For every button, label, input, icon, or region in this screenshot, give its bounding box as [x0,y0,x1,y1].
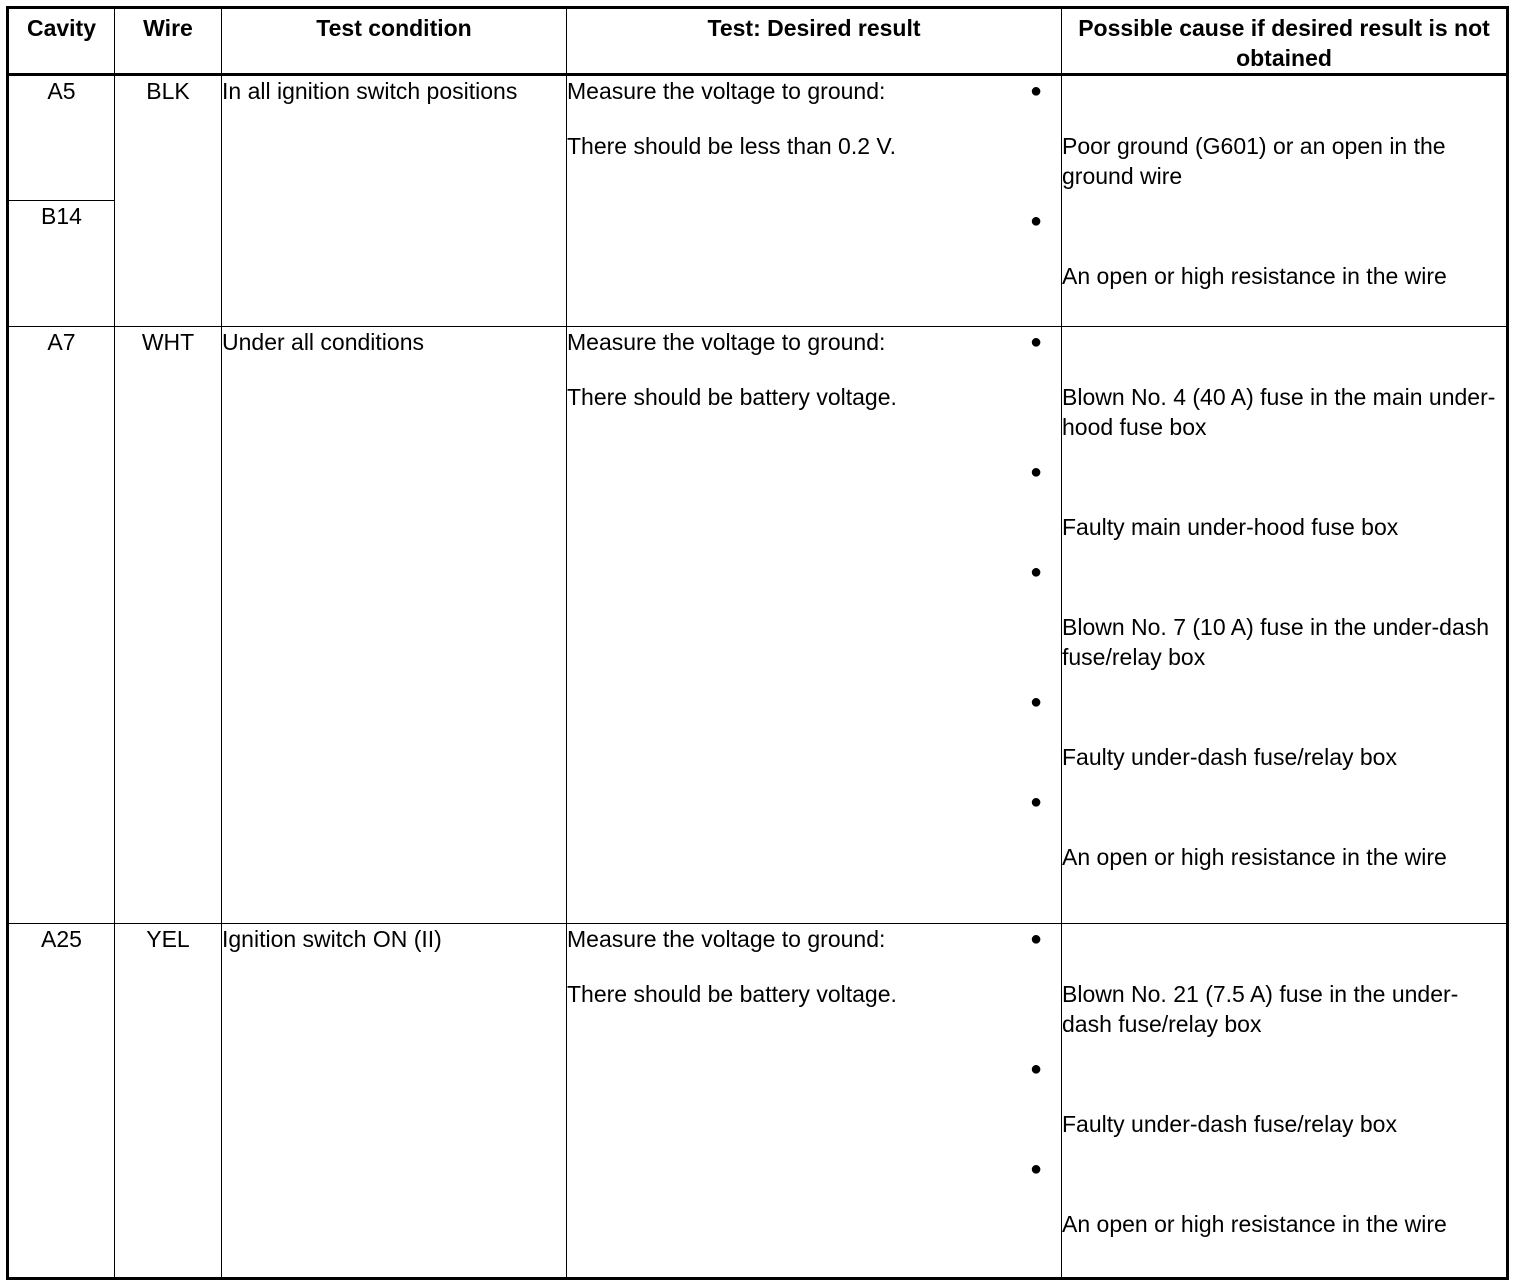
table-row [8,75,1508,201]
cause-item [1030,1054,1506,1139]
table-row [8,327,1508,924]
header-cavity: Cavity [8,8,115,75]
cause-item [1030,687,1506,772]
cause-item [1030,787,1506,872]
cavity-cell: A25 [8,924,115,1279]
possible-cause-cell [1030,327,1508,924]
header-row [8,8,1508,75]
cavity-cell: A7 [8,327,115,924]
cause-text: An open or high resistance in the wire [1062,263,1447,289]
cause-item [1030,76,1506,191]
cause-text: An open or high resistance in the wire [1062,844,1447,870]
result-expected: There should be battery voltage. [567,981,897,1007]
cause-item [1030,1154,1506,1239]
test-condition-cell: In all ignition switch positions [222,75,567,327]
bullet-icon: ● [1030,561,1043,583]
bullet-icon: ● [1030,80,1043,102]
cavity-cell: A5 [8,75,115,201]
cause-text: Faulty main under-hood fuse box [1062,514,1399,540]
test-condition-cell: Under all conditions [222,327,567,924]
bullet-icon: ● [1030,791,1043,813]
possible-cause-cell [1030,924,1508,1279]
wire-cell: WHT [115,327,222,924]
bullet-icon: ● [1030,1158,1043,1180]
header-desired-result: Test: Desired result [567,8,1062,75]
possible-cause-cell [1030,75,1508,327]
cause-text: Faulty under-dash fuse/relay box [1062,1111,1397,1137]
bullet-icon: ● [1030,210,1043,232]
result-instruction: Measure the voltage to ground: [567,78,886,104]
diagnostic-table [6,6,1509,1280]
result-expected: There should be less than 0.2 V. [567,133,897,159]
header-possible-cause: Possible cause if desired result is not obtained [1062,8,1508,75]
cause-item [1030,206,1506,291]
desired-result-cell [567,924,1062,1279]
cause-item [1030,557,1506,672]
cause-item [1030,327,1506,442]
header-test-condition: Test condition [222,8,567,75]
desired-result-cell [567,75,1062,327]
cause-text: Blown No. 7 (10 A) fuse in the under-dash fuse/relay box [1062,614,1490,670]
result-instruction: Measure the voltage to ground: [567,329,886,355]
cause-text: Blown No. 21 (7.5 A) fuse in the under- dash fuse/relay box [1062,981,1459,1037]
cause-text: An open or high resistance in the wire [1062,1211,1447,1237]
cause-item [1030,924,1506,1039]
test-condition-cell: Ignition switch ON (II) [222,924,567,1279]
desired-result-cell [567,327,1062,924]
wire-cell: YEL [115,924,222,1279]
cause-item [1030,457,1506,542]
table-row [8,924,1508,1279]
wire-cell: BLK [115,75,222,327]
header-wire: Wire [115,8,222,75]
cause-text: Poor ground (G601) or an open in the ground wire [1062,133,1446,189]
cavity-cell: B14 [8,201,115,327]
cause-text: Faulty under-dash fuse/relay box [1062,744,1397,770]
cause-text: Blown No. 4 (40 A) fuse in the main under-hood fuse box [1062,384,1496,440]
bullet-icon: ● [1030,1058,1043,1080]
result-expected: There should be battery voltage. [567,384,897,410]
bullet-icon: ● [1030,331,1043,353]
bullet-icon: ● [1030,928,1043,950]
bullet-icon: ● [1030,691,1043,713]
result-instruction: Measure the voltage to ground: [567,926,886,952]
bullet-icon: ● [1030,461,1043,483]
